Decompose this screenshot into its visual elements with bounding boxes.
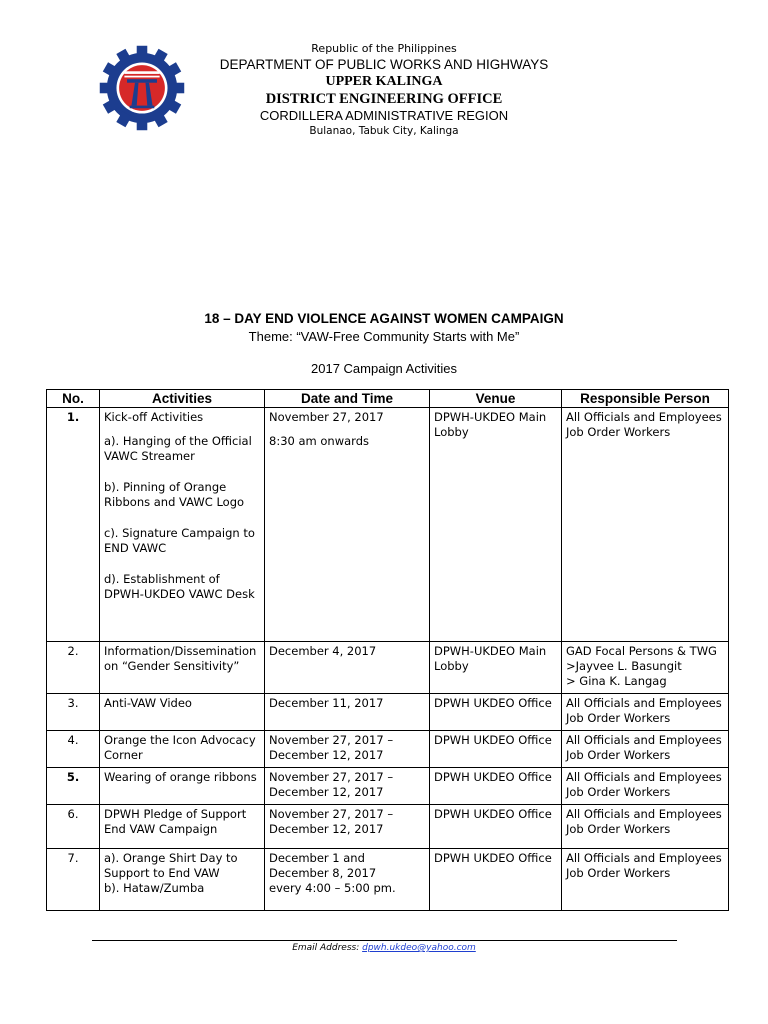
date-line: November 27, 2017 (269, 410, 384, 424)
date-cell: November 27, 2017 – December 12, 2017 (265, 805, 430, 849)
date-cell (265, 408, 430, 642)
person-cell (562, 805, 729, 849)
venue-cell: DPWH UKDEO Office (430, 768, 562, 805)
table-row (47, 805, 729, 849)
row-number: 4. (47, 731, 100, 768)
person-line: >Jayvee L. Basungit (566, 659, 682, 673)
date-cell: November 27, 2017 – December 12, 2017 (265, 731, 430, 768)
person-line: > Gina K. Langag (566, 674, 667, 688)
footer-email-link[interactable]: dpwh.ukdeo@yahoo.com (362, 943, 476, 953)
date-cell (265, 849, 430, 911)
letterhead-republic: Republic of the Philippines (311, 42, 457, 55)
venue-cell: DPWH-UKDEO Main Lobby (430, 642, 562, 694)
activity-cell: Wearing of orange ribbons (100, 768, 265, 805)
date-cell: December 4, 2017 (265, 642, 430, 694)
table-header-row (47, 390, 729, 408)
footer-divider (92, 940, 677, 941)
letterhead-office: DISTRICT ENGINEERING OFFICE (265, 91, 503, 107)
activity-line: b). Hataw/Zumba (104, 881, 205, 895)
document-subtitle: 2017 Campaign Activities (311, 361, 457, 376)
activity-line: c). Signature Campaign to END VAWC (104, 526, 255, 555)
letterhead (140, 42, 628, 138)
header-activities: Activities (100, 390, 265, 408)
person-line: Job Order Workers (566, 866, 671, 880)
venue-cell: DPWH UKDEO Office (430, 731, 562, 768)
activities-table (46, 389, 729, 911)
table-row (47, 768, 729, 805)
person-line: Job Order Workers (566, 822, 671, 836)
activity-cell (100, 408, 265, 642)
activity-line: Kick-off Activities (104, 410, 204, 424)
table-row (47, 694, 729, 731)
letterhead-district: UPPER KALINGA (325, 74, 443, 89)
venue-cell: DPWH UKDEO Office (430, 694, 562, 731)
footer-email-label: Email Address: (292, 943, 360, 953)
letterhead-department: DEPARTMENT OF PUBLIC WORKS AND HIGHWAYS (219, 57, 549, 72)
table-row (47, 731, 729, 768)
person-line: All Officials and Employees (566, 410, 722, 424)
activity-cell (100, 849, 265, 911)
date-cell: November 27, 2017 – December 12, 2017 (265, 768, 430, 805)
document-theme: Theme: “VAW-Free Community Starts with Me” (248, 329, 520, 344)
header-responsible-person: Responsible Person (562, 390, 729, 408)
venue-cell: DPWH UKDEO Office (430, 805, 562, 849)
person-cell (562, 731, 729, 768)
person-cell (562, 694, 729, 731)
header-venue: Venue (430, 390, 562, 408)
header-no: No. (47, 390, 100, 408)
title-block (0, 310, 768, 378)
activity-cell: Orange the Icon Advocacy Corner (100, 731, 265, 768)
date-line: 8:30 am onwards (269, 434, 369, 448)
table-row (47, 642, 729, 694)
letterhead-address: Bulanao, Tabuk City, Kalinga (309, 125, 459, 137)
table-row (47, 849, 729, 911)
person-cell (562, 642, 729, 694)
table-row (47, 408, 729, 642)
activity-line: a). Hanging of the Official VAWC Streamer (104, 434, 252, 463)
date-line: December 1 and December 8, 2017 (269, 851, 377, 880)
person-line: Job Order Workers (566, 425, 671, 439)
row-number: 2. (47, 642, 100, 694)
venue-cell: DPWH UKDEO Office (430, 849, 562, 911)
activity-line: a). Orange Shirt Day to Support to End VAW (104, 851, 238, 880)
person-line: All Officials and Employees (566, 851, 722, 865)
document-title: 18 – DAY END VIOLENCE AGAINST WOMEN CAMPAIGN (204, 311, 564, 326)
activity-cell: DPWH Pledge of Support End VAW Campaign (100, 805, 265, 849)
row-number: 5. (47, 768, 100, 805)
person-line: GAD Focal Persons & TWG (566, 644, 717, 658)
row-number: 1. (47, 408, 100, 642)
date-line: every 4:00 – 5:00 pm. (269, 881, 396, 895)
footer (0, 942, 768, 954)
header-date: Date and Time (265, 390, 430, 408)
row-number: 7. (47, 849, 100, 911)
person-cell (562, 408, 729, 642)
person-line: Job Order Workers (566, 711, 671, 725)
person-line: All Officials and Employees (566, 770, 722, 784)
row-number: 3. (47, 694, 100, 731)
venue-cell: DPWH-UKDEO Main Lobby (430, 408, 562, 642)
person-cell (562, 849, 729, 911)
date-cell: December 11, 2017 (265, 694, 430, 731)
person-line: Job Order Workers (566, 785, 671, 799)
row-number: 6. (47, 805, 100, 849)
person-line: All Officials and Employees (566, 807, 722, 821)
letterhead-region: CORDILLERA ADMINISTRATIVE REGION (259, 108, 509, 123)
person-line: All Officials and Employees (566, 696, 722, 710)
person-cell (562, 768, 729, 805)
activity-cell: Anti-VAW Video (100, 694, 265, 731)
activity-cell: Information/Dissemination on “Gender Sensitivity” (100, 642, 265, 694)
activity-line: d). Establishment of DPWH-UKDEO VAWC Desk (104, 572, 255, 601)
activity-line: b). Pinning of Orange Ribbons and VAWC Logo (104, 480, 245, 509)
person-line: Job Order Workers (566, 748, 671, 762)
person-line: All Officials and Employees (566, 733, 722, 747)
